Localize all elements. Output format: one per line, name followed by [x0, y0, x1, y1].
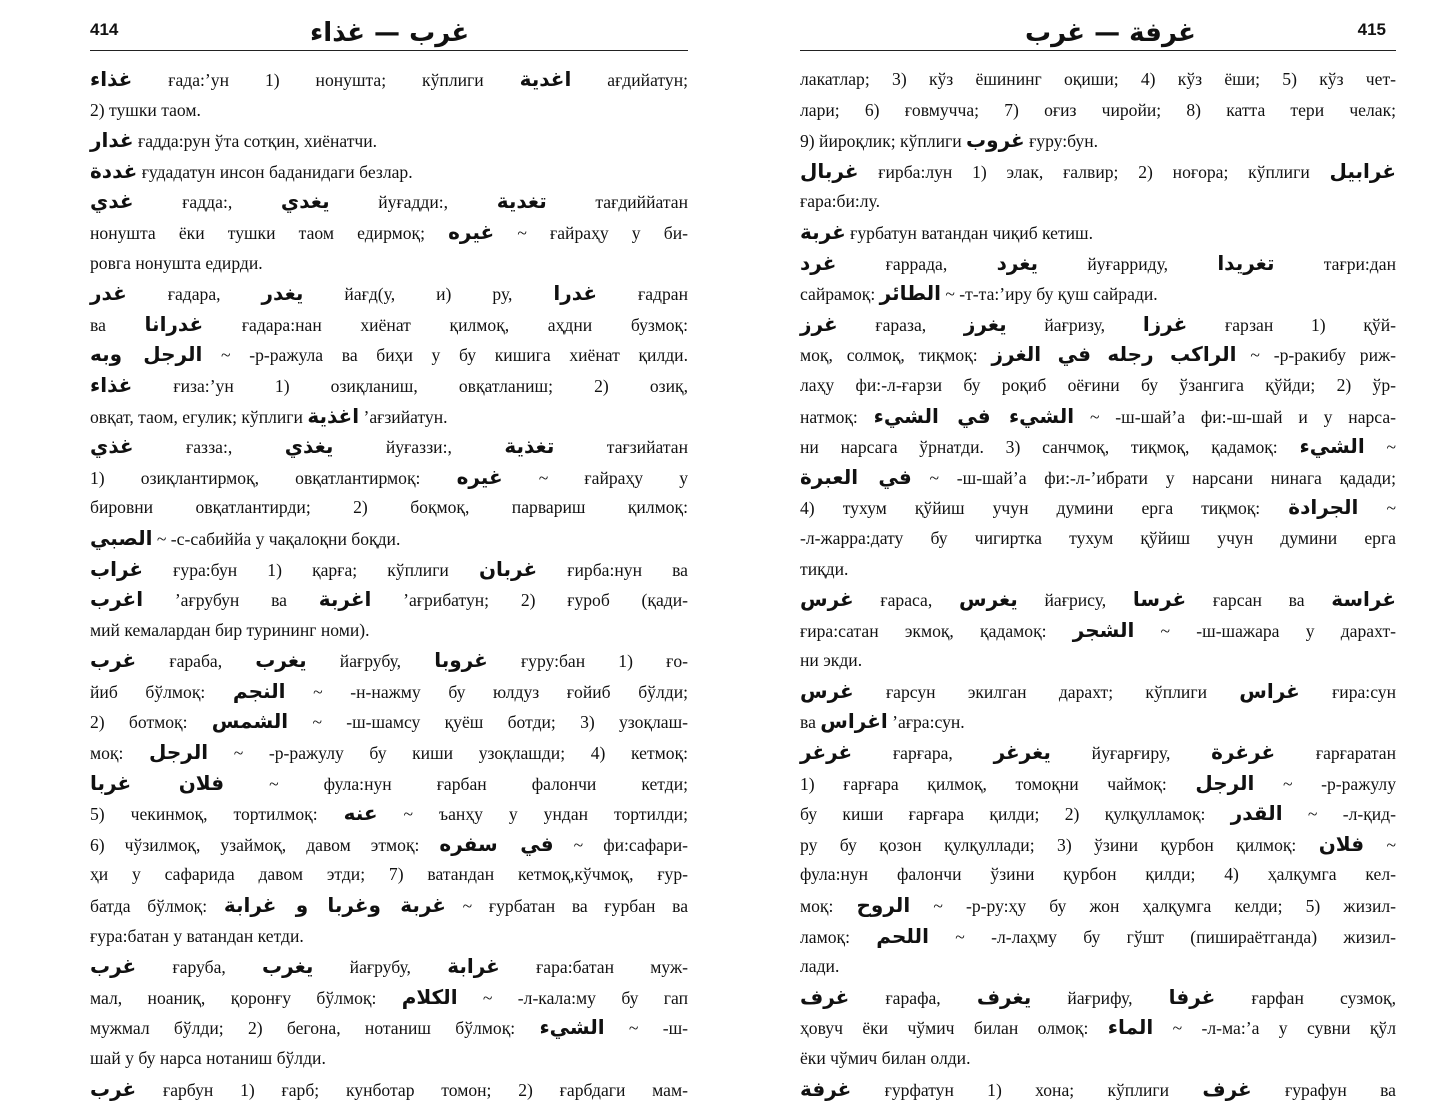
- text-line: нонушта ёки тушки таом едирмоқ; غيره ~ ғайраҳу у би-: [90, 219, 688, 244]
- text-line: غرب ғарбун 1) ғарб; кунботар томон; 2) ғарбдаги мам-: [90, 1076, 688, 1101]
- text-line: 4) тухум қўйиш учун думини ерга тиқмоқ: الجرادة ~: [800, 495, 1396, 520]
- text-line: غربة ғурбатун ватандан чиқиб кетиш.: [800, 219, 1094, 244]
- text-line: шай у бу нарса нотаниш бўлди.: [90, 1048, 326, 1068]
- text-line: غرغر ғарғара, يغرغر йуғарғиру, غرغرة ғарғаратан: [800, 740, 1396, 765]
- text-line: غرب ғаруба, يغرب йағрубу, غرابة ғара:батан муж-: [90, 954, 688, 979]
- text-line: غدار ғадда:рун ўта сотқин, хиёнатчи.: [90, 128, 378, 153]
- text-line: ғара:би:лу.: [800, 191, 880, 212]
- text-line: -л-жарра:дату бу чигиртка тухум қўйиш учун думини ерга: [800, 527, 1396, 548]
- header-rule: [800, 50, 1396, 51]
- running-header: [800, 0, 1396, 46]
- text-line: ёки чўмич билан олди.: [800, 1048, 971, 1068]
- text-line: лаҳу фи:-л-ғарзи бу роқиб оёғини бу ўзангига қўйди; 2) ўр-: [800, 374, 1396, 395]
- text-line: 2) тушки таом.: [90, 99, 201, 120]
- text-line: 1) озиқлантирмоқ, овқатлантирмоқ: غيره ~ ғайраҳу у: [90, 464, 689, 489]
- text-line: 9) йироқлик; кўплиги غروب ғуру:бун.: [800, 128, 1099, 153]
- right-page: [800, 0, 1396, 1114]
- header-rule: [90, 50, 688, 51]
- text-line: ламоқ: اللحم ~ -л-лаҳму бу гўшт (пишираётганда) жизил-: [800, 923, 1396, 948]
- text-line: сайрамоқ: الطائر ~ -т-та:’иру бу қуш сайради.: [800, 281, 1158, 306]
- page-body: [800, 64, 1396, 1104]
- text-line: ғира:сатан экмоқ, қадамоқ: الشجر ~ -ш-шажара у дарахт-: [800, 617, 1396, 642]
- text-line: батда бўлмоқ: غربة وغربا و غرابة ~ ғурбатан ва ғурбан ва: [90, 893, 688, 918]
- text-line: الرجل وبه ~ -р-ражула ва биҳи у бу кишига хиёнат қилди.: [90, 342, 688, 367]
- text-line: غذاء ғада:’ун 1) нонушта; кўплиги اغدية ағдийатун;: [90, 67, 688, 91]
- text-line: моқ: الرجل ~ -р-ражулу бу киши узоқлашди; 4) кетмоқ:: [90, 740, 688, 765]
- text-line: ва اغراس ’ағра:сун.: [800, 709, 965, 734]
- text-line: бировни овқатлантирди; 2) боқмоқ, парвариш қилмоқ:: [90, 497, 688, 518]
- text-line: фула:нун фалончи ўзини қурбон қилди; 4) ҳалқумга кел-: [800, 864, 1396, 885]
- text-line: 6) чўзилмоқ, узаймоқ, давом этмоқ: في سفره ~ фи:сафари-: [90, 831, 689, 856]
- left-page: [90, 0, 688, 1114]
- text-line: ғура:батан у ватандан кетди.: [90, 925, 304, 946]
- text-line: моқ, солмоқ, тиқмоқ: الراكب رجله في الغرز ~ -р-ракибу риж-: [800, 342, 1397, 367]
- text-line: мужмал бўлди; 2) бегона, нотаниш бўлмоқ: الشيء ~ -ш-: [90, 1015, 688, 1040]
- text-line: 2) ботмоқ: الشمس ~ -ш-шамсу қуёш ботди; 3) узоқлаш-: [90, 709, 688, 734]
- text-line: غرفة ғурфатун 1) хона; кўплиги غرف ғурафун ва: [800, 1076, 1396, 1101]
- text-line: лари; 6) ғовмучча; 7) оғиз чиройи; 8) катта тери челак;: [800, 99, 1396, 120]
- text-line: اغرب ’ағрубун ва اغربة ’ағрибатун; 2) ғуроб (қади-: [90, 587, 688, 612]
- text-line: бу киши ғарғара қилди; 2) қулқулламоқ: القدر ~ -л-қид-: [800, 801, 1396, 826]
- header-title: غرب — غذاء: [310, 18, 470, 48]
- page-number: 414: [90, 20, 119, 39]
- text-line: غراب ғура:бун 1) қарға; кўплиги غربان ғирба:нун ва: [90, 556, 688, 581]
- text-line: غدر ғадара, يغدر йағд(у, и) ру, غدرا ғадран: [90, 281, 688, 306]
- text-line: мий кемалардан бир турининг номи).: [90, 619, 370, 640]
- text-line: моқ: الروح ~ -р-ру:ҳу бу жон ҳалқумга келди; 5) жизил-: [800, 893, 1396, 918]
- text-line: غذي ғазза:, يغذي йуғаззи:, تغذية тағзийатан: [90, 434, 688, 459]
- text-line: ру бу қозон қулқуллади; 3) ўзини қурбон қилмоқ: فلان ~: [800, 831, 1397, 856]
- text-line: лакатлар; 3) кўз ёшининг оқиши; 4) кўз ёши; 5) кўз чет-: [800, 69, 1396, 89]
- text-line: ровга нонушта едирди.: [90, 252, 263, 273]
- text-line: лади.: [800, 956, 840, 977]
- text-line: غدي ғадда:, يغدي йуғадди:, تغدية тағдиййатан: [90, 189, 688, 214]
- text-line: غذاء ғиза:’ун 1) озиқланиш, овқатланиш; 2) озиқ,: [90, 372, 688, 397]
- text-line: ни экди.: [800, 650, 863, 671]
- text-line: غرس ғарсун экилган дарахт; кўплиги غراس ғира:сун: [800, 678, 1396, 703]
- text-line: овқат, таом, егулик; кўплиги اغذية ’ағзийатун.: [90, 403, 448, 428]
- running-header: [90, 0, 688, 46]
- text-line: ҳи у сафарида давом этди; 7) ватандан кетмоқ,кўчмоқ, ғур-: [90, 864, 688, 885]
- text-line: мал, ноаниқ, қоронғу бўлмоқ: الكلام ~ -л-кала:му бу гап: [90, 984, 688, 1009]
- text-line: غرف ғарафа, يغرف йағрифу, غرفا ғарфан сузмоқ,: [800, 984, 1396, 1009]
- text-line: 1) ғарғара қилмоқ, томоқни чаймоқ: الرجل ~ -р-ражулу: [800, 770, 1396, 795]
- text-line: غربال ғирба:лун 1) элак, ғалвир; 2) ноғора; кўплиги غرابيل: [800, 158, 1396, 183]
- text-line: في العبرة ~ -ш-шай’а фи:-л-’ибрати у нарсани нинага қадади;: [800, 464, 1396, 489]
- header-title: غرفة — غرب: [1025, 18, 1196, 48]
- text-line: ва غدرانا ғадара:нан хиёнат қилмоқ, аҳдни бузмоқ:: [90, 311, 688, 336]
- text-line: йиб бўлмоқ: النجم ~ -н-нажму бу юлдуз ғойиб бўлди;: [90, 678, 688, 703]
- text-line: غرز ғараза, يغرز йағризу, غرزا ғарзан 1) қўй-: [800, 311, 1396, 336]
- text-line: ҳовуч ёки чўмич билан олмоқ: الماء ~ -л-ма:’а у сувни қўл: [800, 1015, 1396, 1040]
- page-body: [90, 64, 688, 1104]
- page-number: 415: [1357, 20, 1386, 39]
- text-line: ни нарсага ўрнатди. 3) санчмоқ, тиқмоқ, қадамоқ: الشيء ~: [800, 434, 1396, 459]
- text-line: غرب ғараба, يغرب йағрубу, غروبا ғуру:бан 1) ғо-: [90, 648, 688, 673]
- text-line: 5) чекинмоқ, тортилмоқ: عنه ~ ъанҳу у ундан тортилди;: [90, 801, 688, 826]
- text-line: الصبي ~ -с-сабиййа у чақалоқни боқди.: [90, 525, 401, 550]
- text-line: غرس ғараса, يغرس йағрису, غرسا ғарсан ва غراسة: [800, 587, 1396, 612]
- text-line: فلان غربا ~ фула:нун ғарбан фалончи кетди;: [90, 770, 688, 795]
- text-line: тиқди.: [800, 558, 849, 579]
- text-line: غرد ғаррада, يغرد йуғарриду, تغريدا тағри:дан: [800, 250, 1396, 275]
- text-line: натмоқ: الشيء في الشيء ~ -ш-шай’а фи:-ш-шай и у нарса-: [800, 403, 1396, 428]
- text-line: غددة ғудадатун инсон баданидаги безлар.: [90, 158, 413, 183]
